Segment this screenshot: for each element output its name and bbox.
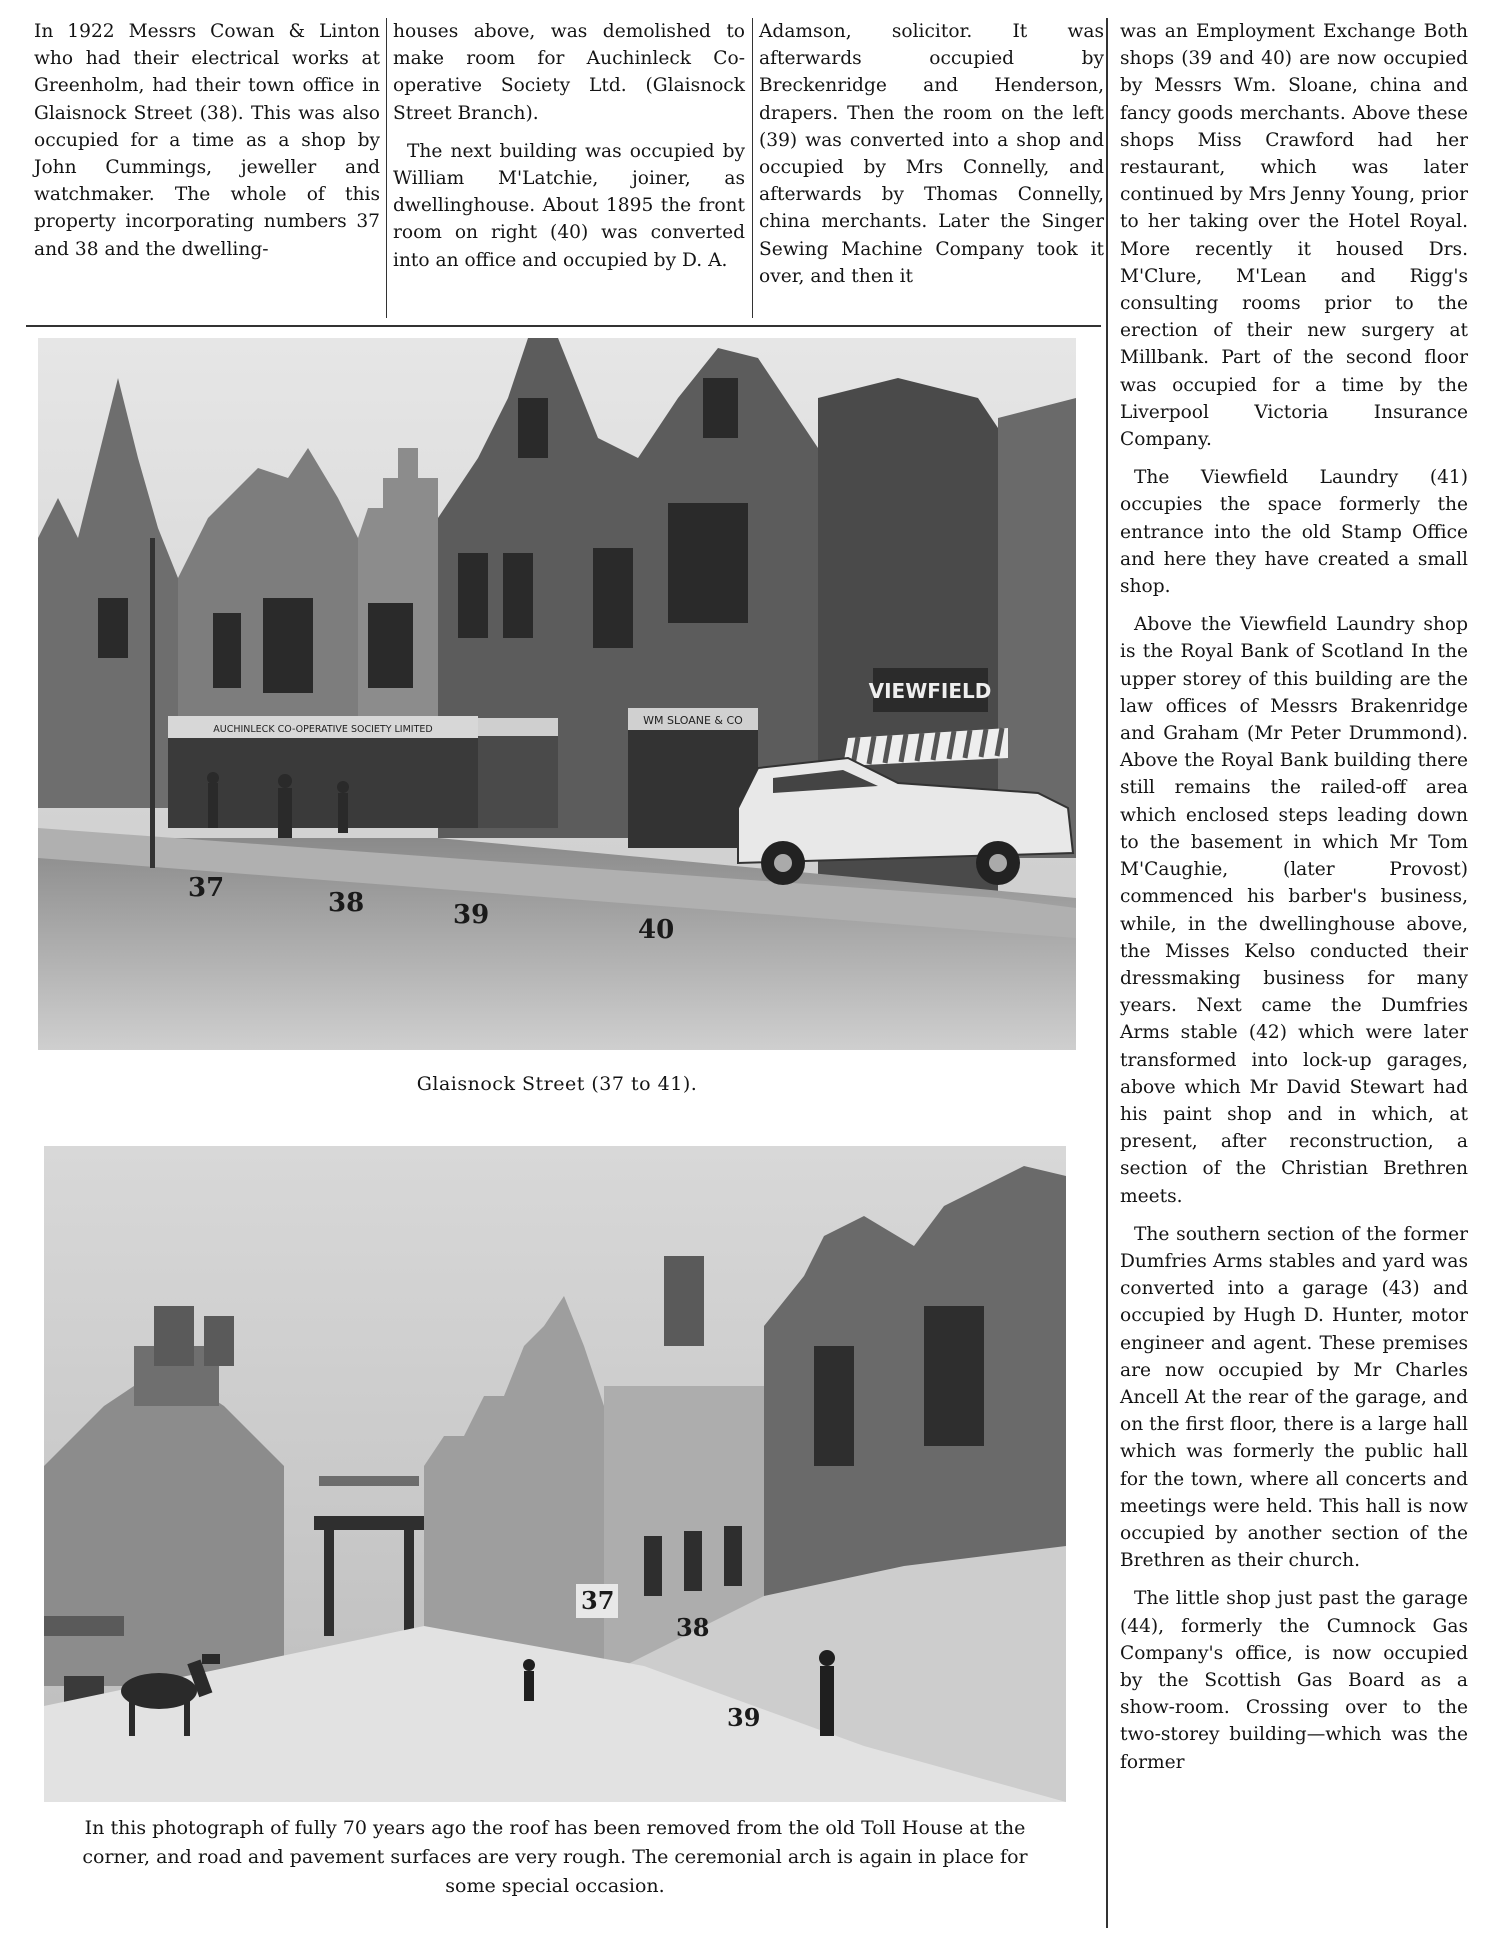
sloane-sign: WM SLOANE & CO: [643, 714, 743, 727]
paragraph: In 1922 Messrs Cowan & Linton who had their electrical works at Greenholm, had their town office in Glaisnock Street (38). This was also occupied for a time as a shop by John Cummings, jeweller and watchmaker. The whole of this property incorporating numbers 37 and 38 and the dwelling-: [34, 21, 380, 260]
paragraph: The next building was occupied by William M'Latchie, joiner, as dwellinghouse. About 1895 the front room on right (40) was converted into an office and occupied by D. A.: [393, 140, 745, 271]
article-column-2: [393, 18, 745, 274]
column-divider: [1106, 18, 1108, 1928]
paragraph: Adamson, solicitor. It was afterwards occupied by Breckenridge and Henderson, drapers. Then the room on the left (39) was converted into a shop and occupied by Mrs Connelly, and afterwards by Thomas Connelly, china merchants. Later the Singer Sewing Machine Company took it over, and then it: [759, 21, 1104, 287]
article-column-4: [1120, 18, 1468, 1776]
viewfield-sign: VIEWFIELD: [868, 679, 992, 703]
society-sign: AUCHINLECK CO-OPERATIVE SOCIETY LIMITED: [213, 724, 433, 735]
old-street-photo: [44, 1146, 1066, 1802]
photo-caption: In this photograph of fully 70 years ago the roof has been removed from the old Toll House at the corner, and road and pavement surfaces are very rough. The ceremonial arch is again in place for some special occasion.: [82, 1817, 1028, 1897]
paragraph: The little shop just past the garage (44), formerly the Cumnock Gas Company's office, is now occupied by the Scottish Gas Board as a show-room. Crossing over to the two-storey building—which was the former: [1120, 1588, 1468, 1773]
horizontal-divider: [26, 325, 1101, 327]
building-number: 38: [328, 888, 365, 918]
building-number: 39: [453, 900, 490, 930]
article-column-1: [34, 18, 380, 263]
building-number: 39: [727, 1703, 761, 1732]
building-number: 40: [638, 915, 675, 945]
paragraph: was an Employment Exchange Both shops (39 and 40) are now occupied by Messrs Wm. Sloane, china and fancy goods merchants. Above these shops Miss Crawford had her restaurant, which was later continued by Mrs Jenny Young, prior to her taking over the Hotel Royal. More recently it housed Drs. M'Clure, M'Lean and Rigg's consulting rooms prior to the erection of their new surgery at Millbank. Part of the second floor was occupied for a time by the Liverpool Victoria Insurance Company.: [1120, 21, 1468, 451]
column-divider: [752, 18, 753, 318]
building-number: 37: [188, 873, 225, 903]
photo-caption: Glaisnock Street (37 to 41).: [416, 1073, 698, 1095]
building-number: 37: [581, 1586, 615, 1615]
building-number: 38: [676, 1613, 710, 1642]
article-column-3: [759, 18, 1104, 290]
column-divider: [386, 18, 387, 318]
glaisnock-street-photo: [38, 338, 1076, 1050]
old-street-illustration: [44, 1146, 1066, 1802]
paragraph: The Viewfield Laundry (41) occupies the space formerly the entrance into the old Stamp Office and here they have created a small shop.: [1120, 467, 1468, 598]
paragraph: The southern section of the former Dumfries Arms stables and yard was converted into a garage (43) and occupied by Hugh D. Hunter, motor engineer and agent. These premises are now occupied by Mr Charles Ancell At the rear of the garage, and on the first floor, there is a large hall which was formerly the public hall for the town, where all concerts and meetings were held. This hall is now occupied by another section of the Brethren as their church.: [1120, 1223, 1468, 1572]
street-photo-illustration: [38, 338, 1076, 1050]
paragraph: Above the Viewfield Laundry shop is the Royal Bank of Scotland In the upper storey of this building are the law offices of Messrs Brakenridge and Graham (Mr Peter Drummond). Above the Royal Bank building there still remains the railed-off area which enclosed steps leading down to the basement in which Mr Tom M'Caughie, (later Provost) commenced his barber's business, while, in the dwellinghouse above, the Misses Kelso conducted their dressmaking business for many years. Next came the Dumfries Arms stable (42) which were later transformed into lock-up garages, above which Mr David Stewart had his paint shop and in which, at present, after reconstruction, a section of the Christian Brethren meets.: [1120, 614, 1468, 1207]
paragraph: houses above, was demolished to make room for Auchinleck Co-operative Society Ltd. (Glaisnock Street Branch).: [393, 21, 745, 124]
